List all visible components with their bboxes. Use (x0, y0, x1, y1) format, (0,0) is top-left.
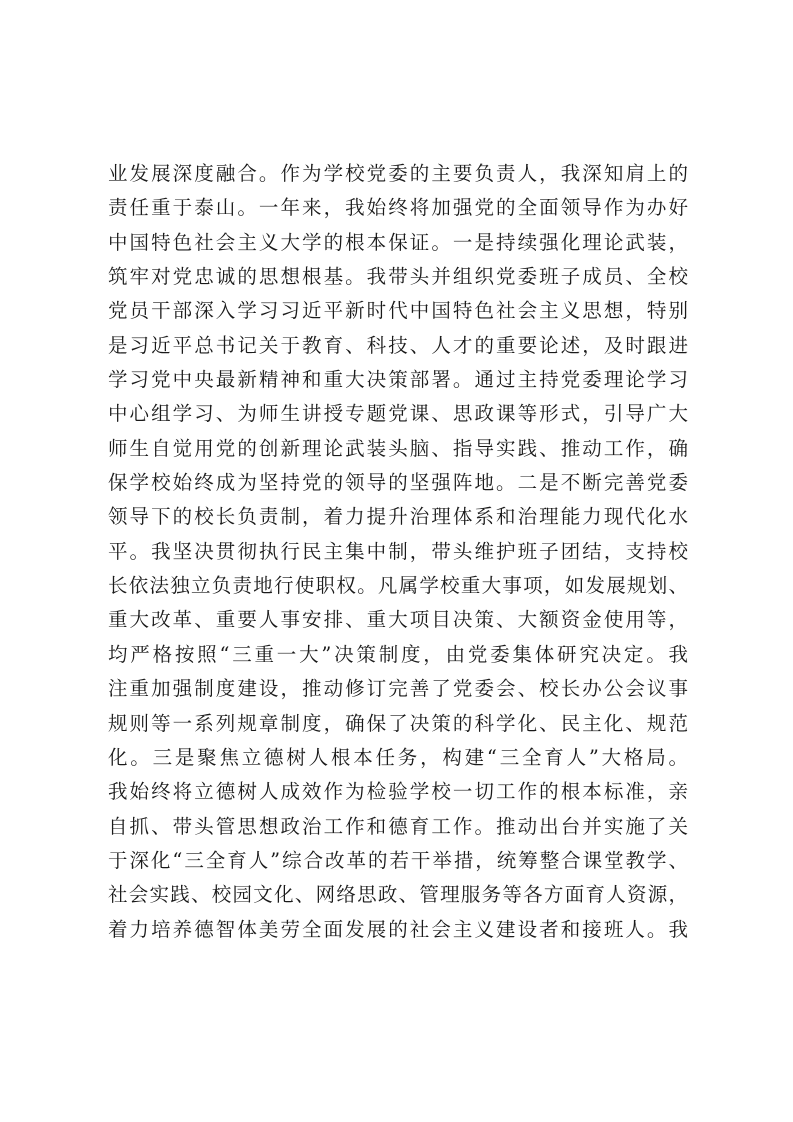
text-line: 保学校始终成为坚持党的领导的坚强阵地。二是不断完善党委 (108, 471, 688, 495)
text-line: 中心组学习、为师生讲授专题党课、思政课等形式，引导广大 (108, 402, 688, 426)
text-line: 着力培养德智体美劳全面发展的社会主义建设者和接班人。我 (108, 917, 688, 941)
text-line: 筑牢对党忠诚的思想根基。我带头并组织党委班子成员、全校 (108, 265, 688, 289)
text-line: 规则等一系列规章制度，确保了决策的科学化、民主化、规范 (108, 711, 688, 735)
text-line: 平。我坚决贯彻执行民主集中制，带头维护班子团结，支持校 (108, 539, 688, 563)
text-line: 领导下的校长负责制，着力提升治理体系和治理能力现代化水 (108, 505, 688, 529)
text-line: 责任重于泰山。一年来，我始终将加强党的全面领导作为办好 (108, 196, 688, 220)
text-line: 中国特色社会主义大学的根本保证。一是持续强化理论武装， (108, 230, 688, 254)
text-line: 长依法独立负责地行使职权。凡属学校重大事项，如发展规划、 (108, 574, 688, 598)
text-line: 我始终将立德树人成效作为检验学校一切工作的根本标准，亲 (108, 780, 688, 804)
text-line: 注重加强制度建设，推动修订完善了党委会、校长办公会议事 (108, 677, 688, 701)
text-line: 师生自觉用党的创新理论武装头脑、指导实践、推动工作，确 (108, 436, 688, 460)
text-line: 社会实践、校园文化、网络思政、管理服务等各方面育人资源， (108, 883, 688, 907)
text-line: 业发展深度融合。作为学校党委的主要负责人，我深知肩上的 (108, 162, 688, 185)
text-line: 化。三是聚焦立德树人根本任务，构建“三全育人”大格局。 (108, 745, 688, 769)
text-line: 均严格按照“三重一大”决策制度，由党委集体研究决定。我 (108, 642, 688, 666)
text-line: 学习党中央最新精神和重大决策部署。通过主持党委理论学习 (108, 368, 688, 392)
text-line: 于深化“三全育人”综合改革的若干举措，统筹整合课堂教学、 (108, 848, 688, 872)
text-line: 党员干部深入学习习近平新时代中国特色社会主义思想，特别 (108, 299, 688, 323)
text-line: 是习近平总书记关于教育、科技、人才的重要论述，及时跟进 (108, 333, 688, 357)
body-text (108, 157, 688, 947)
text-line: 重大改革、重要人事安排、重大项目决策、大额资金使用等， (108, 608, 688, 632)
text-line: 自抓、带头管思想政治工作和德育工作。推动出台并实施了关 (108, 814, 688, 838)
